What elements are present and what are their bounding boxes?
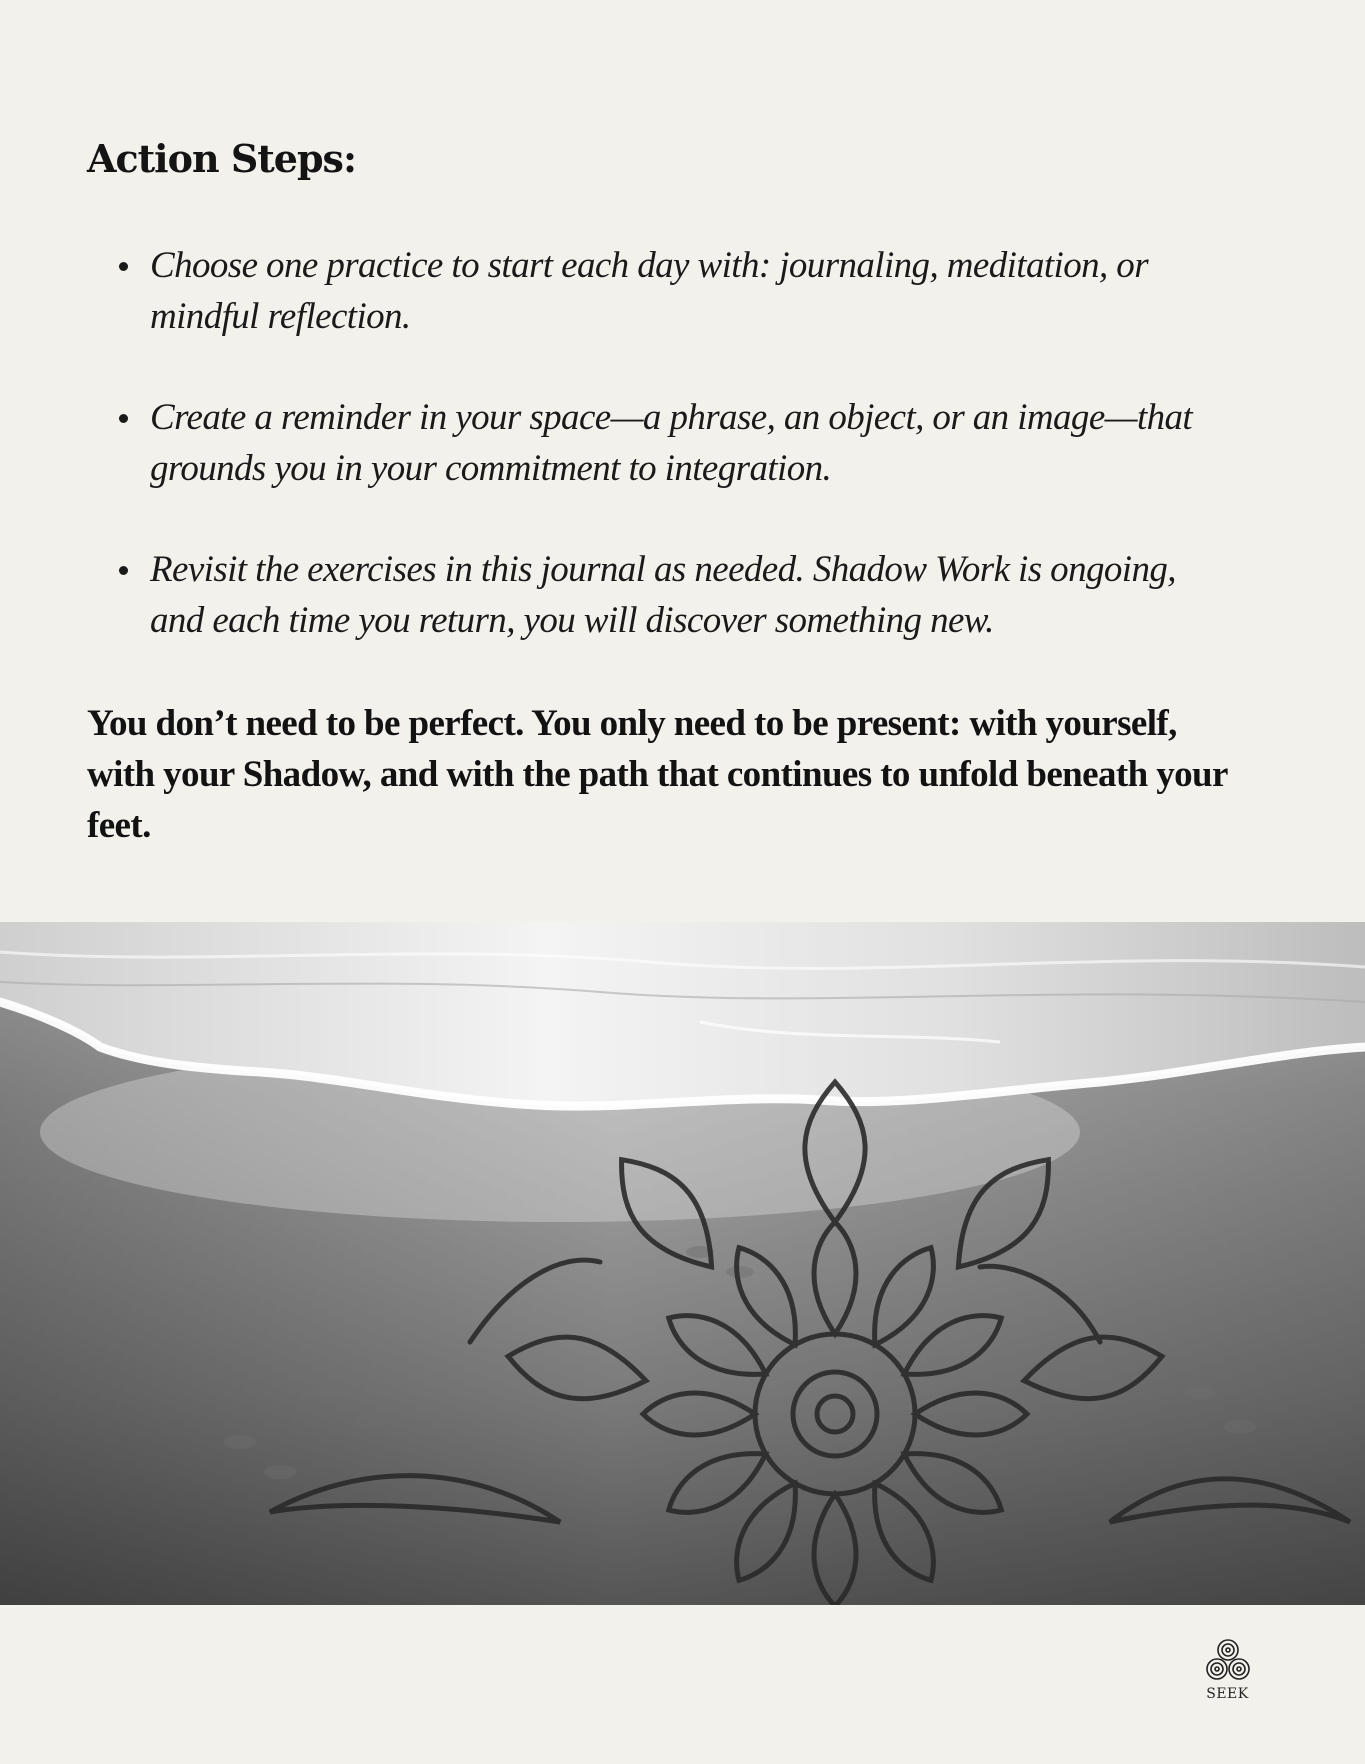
- list-item-text: Choose one practice to start each day with: journaling, meditation, or mindful reflection.: [150, 245, 1149, 337]
- closing-statement: You don’t need to be perfect. You only need to be present: with yourself, with your Shadow, and with the path that continues to unfold beneath your feet.: [87, 703, 1228, 846]
- list-item-text: Create a reminder in your space—a phrase, an object, or an image—that grounds you in your commitment to integration.: [150, 397, 1193, 489]
- bullet-icon: [119, 566, 128, 575]
- triple-spiral-icon: [1203, 1638, 1253, 1684]
- beach-sand-mandala-photo: [0, 922, 1365, 1605]
- list-item: [87, 240, 1237, 342]
- brand-logo: [1200, 1638, 1255, 1702]
- bullet-icon: [119, 414, 128, 423]
- list-item-text: Revisit the exercises in this journal as needed. Shadow Work is ongoing, and each time you return, you will discover something new.: [150, 549, 1176, 641]
- action-steps-list: [87, 240, 1237, 696]
- list-item: [87, 544, 1237, 646]
- list-item: [87, 392, 1237, 494]
- section-heading: Action Steps:: [87, 136, 356, 181]
- bullet-icon: [119, 262, 128, 271]
- brand-name: SEEK: [1206, 1686, 1249, 1702]
